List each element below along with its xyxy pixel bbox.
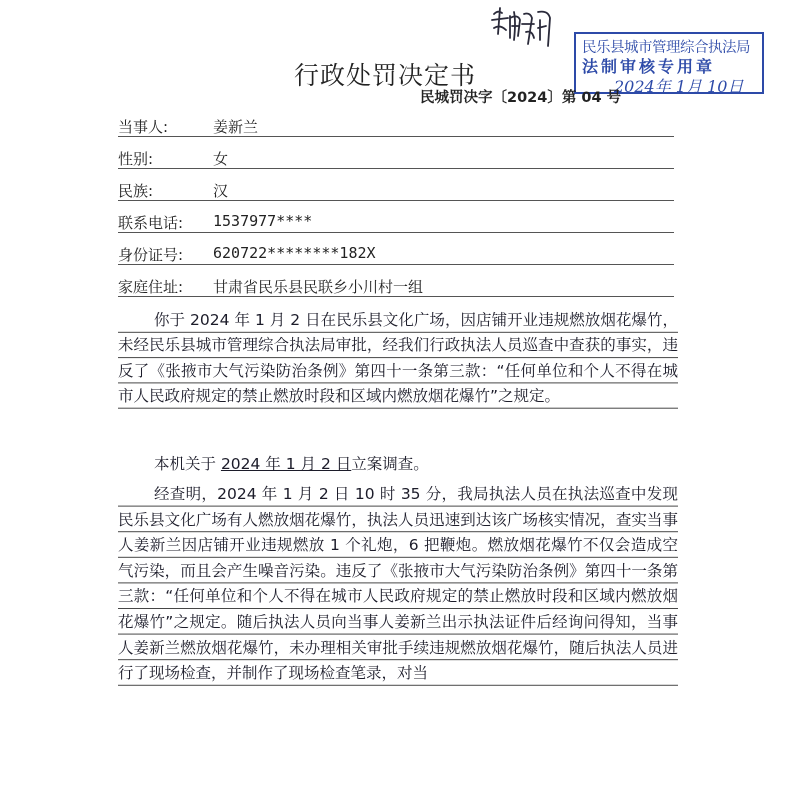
stamp-line-1: 民乐县城市管理综合执法局: [582, 40, 750, 56]
stamp-date: 2024年 1月 10日: [614, 77, 744, 96]
paragraph-facts: 你于 2024 年 1 月 2 日在民乐县文化广场，因店铺开业违规燃放烟花爆竹，未经民乐县城市管理综合执法局审批，经我们行政执法人员巡查中查获的事实，违反了《张掖市大气污染防治条例》第四十一条第三款：“任何单位和个人不得在城市人民政府规定的禁止燃放时段和区域内燃放烟花爆竹”之规定。: [118, 308, 678, 409]
field-rule-party: [118, 136, 674, 137]
field-rule-ethnicity: [118, 200, 674, 201]
field-label-phone: 联系电话:: [118, 214, 184, 232]
field-rule-address: [118, 296, 674, 297]
field-value-id-number: 620722********182X: [213, 244, 376, 262]
paragraph-case-filing: [118, 452, 678, 477]
field-label-gender: 性别:: [118, 150, 154, 168]
official-stamp: [574, 32, 764, 94]
case-filing-date: 2024 年 1 月 2 日: [220, 455, 352, 473]
field-label-id-number: 身份证号:: [118, 246, 184, 264]
stamp-line-2: 法制审核专用章: [582, 57, 716, 76]
handwritten-signature: [488, 4, 558, 52]
field-value-phone: 1537977****: [213, 212, 313, 230]
field-label-party: 当事人:: [118, 118, 169, 136]
document-title: 行政处罚决定书: [294, 61, 477, 90]
paragraph-investigation: 经查明，2024 年 1 月 2 日 10 时 35 分，我局执法人员在执法巡查中发现民乐县文化广场有人燃放烟花爆竹，执法人员迅速到达该广场核实情况，查实当事人姜新兰因店铺开业违规燃放 1 个礼炮，6 把鞭炮。燃放烟花爆竹不仅会造成空气污染，而且会产生噪音污染。违反了《张掖市大气污染防治条例》第四十一条第三款：“任何单位和个人不得在城市人民政府规定的禁止燃放时段和区域内燃放烟花爆竹”之规定。随后执法人员向当事人姜新兰出示执法证件后经询问得知，当事人姜新兰燃放烟花爆竹，未办理相关审批手续违规燃放烟花爆竹，随后执法人员进行了现场检查，并制作了现场检查笔录，对当: [118, 482, 678, 687]
field-rule-phone: [118, 232, 674, 233]
field-value-ethnicity: 汉: [213, 182, 229, 200]
field-label-address: 家庭住址:: [118, 278, 184, 296]
field-rule-id-number: [118, 264, 674, 265]
document-number: 民城罚决字〔2024〕第 04 号: [420, 90, 622, 106]
case-filing-prefix: 本机关于: [154, 455, 221, 473]
field-value-address: 甘肃省民乐县民联乡小川村一组: [213, 278, 424, 296]
field-value-gender: 女: [213, 150, 229, 168]
field-label-ethnicity: 民族:: [118, 182, 154, 200]
field-rule-gender: [118, 168, 674, 169]
case-filing-suffix: 立案调查。: [351, 455, 429, 473]
field-value-party: 姜新兰: [213, 118, 259, 136]
